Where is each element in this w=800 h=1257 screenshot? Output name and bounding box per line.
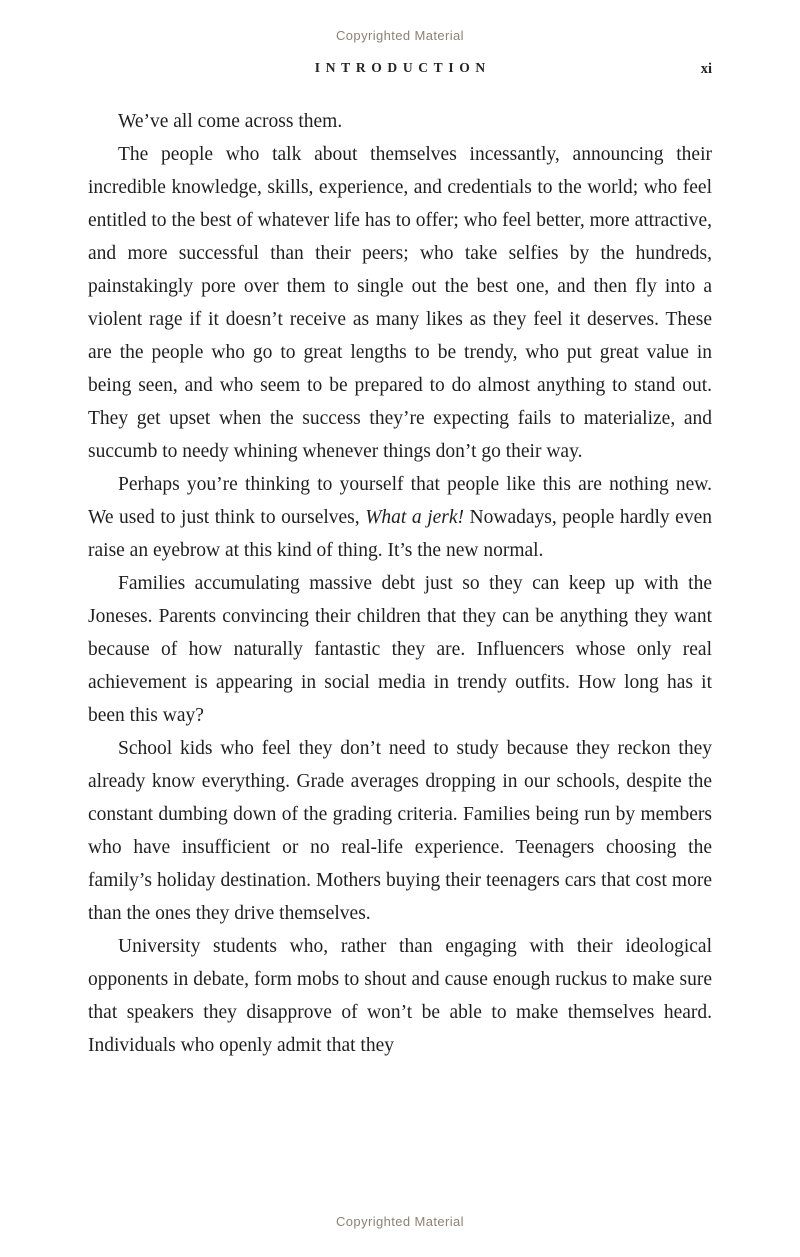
page-number: xi (700, 61, 712, 77)
text-segment: Families accumulating massive debt just so they can keep up with the Joneses. Parents convincing their children that they can be anything they want because of how naturally fantastic they are. Influencers whose only real achievement is appearing in social media in trendy outfits. How long has it been this way? (88, 573, 712, 726)
copyright-notice-bottom: Copyrighted Material (336, 1214, 464, 1229)
body-paragraph (88, 930, 712, 1062)
body-paragraph (88, 567, 712, 732)
body-paragraph (88, 138, 712, 468)
text-segment: School kids who feel they don’t need to study because they reckon they already know everything. Grade averages dropping in our schools, despite the constant dumbing down of the grading criteria. Families being run by members who have insufficient or no real-life experience. Teenagers choosing the family’s holiday destination. Mothers buying their teenagers cars that cost more than the ones they drive themselves. (88, 738, 712, 924)
text-segment: The people who talk about themselves incessantly, announcing their incredible knowledge, skills, experience, and credentials to the world; who feel entitled to the best of whatever life has to offer; who feel better, more attractive, and more successful than their peers; who take selfies by the hundreds, painstakingly pore over them to single out the best one, and then fly into a violent rage if it doesn’t receive as many likes as they feel it deserves. These are the people who go to great lengths to be trendy, who put great value in being seen, and who seem to be prepared to do almost anything to stand out. They get upset when the success they’re expecting fails to materialize, and succumb to needy whining whenever things don’t go their way. (88, 144, 712, 462)
body-paragraph (88, 105, 712, 138)
text-segment: We’ve all come across them. (118, 111, 343, 132)
text-segment: Perhaps you’re thinking to yourself that people like this are nothing new. We used to just think to ourselves, (88, 474, 712, 528)
text-segment: University students who, rather than engaging with their ideological opponents in debate, form mobs to shout and cause enough ruckus to make sure that speakers they disapprove of won’t be able to make themselves heard. Individuals who openly admit that they (88, 936, 712, 1056)
italic-phrase: What a jerk! (365, 507, 465, 528)
body-paragraph (88, 732, 712, 930)
copyright-notice-top: Copyrighted Material (336, 28, 464, 43)
page-header (88, 60, 712, 82)
body-paragraph (88, 468, 712, 567)
body-text (88, 105, 712, 1062)
chapter-title: INTRODUCTION (314, 60, 491, 75)
text-segment: Nowadays, people hardly even raise an eyebrow at this kind of thing. It’s the new normal. (88, 507, 712, 561)
